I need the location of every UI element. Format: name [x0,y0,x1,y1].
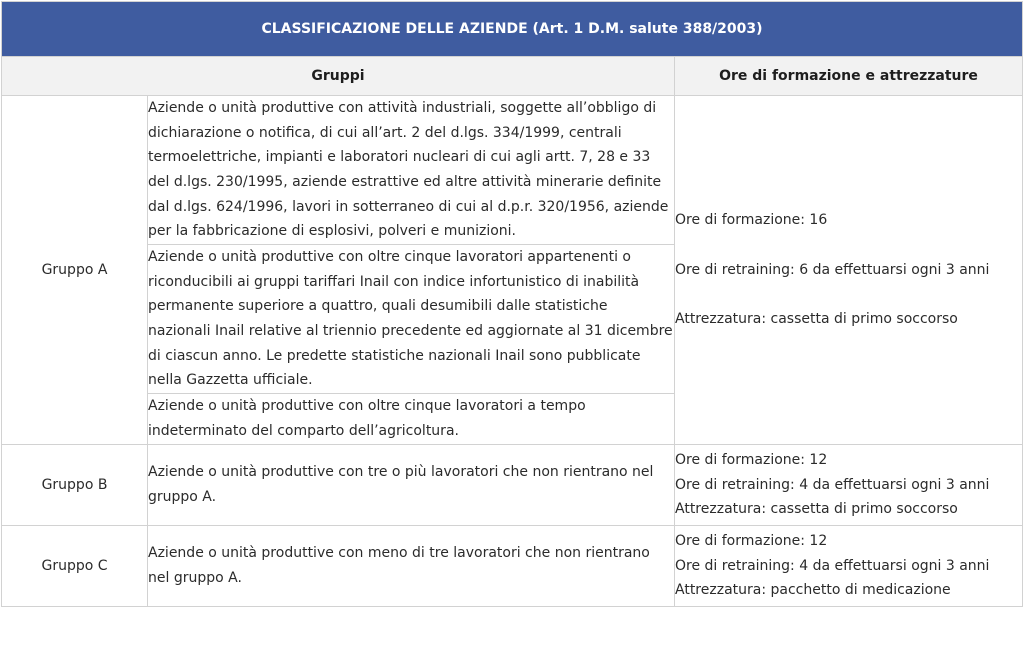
group-b-hours [675,445,1023,526]
group-a-description-3: Aziende o unità produttive con oltre cinque lavoratori a tempo indeterminato del comparto dell’agricoltura. [148,394,675,445]
group-c-training: Ore di formazione: 12 [675,533,828,550]
group-a-retraining: Ore di retraining: 6 da effettuarsi ogni 3 anni [675,261,990,278]
table-title: CLASSIFICAZIONE DELLE AZIENDE (Art. 1 D.M. salute 388/2003) [2,2,1023,57]
title-row [2,2,1023,57]
classification-table [1,1,1023,607]
group-c-retraining: Ore di retraining: 4 da effettuarsi ogni 3 anni [675,557,990,574]
header-groups: Gruppi [2,57,675,96]
group-a-label: Gruppo A [2,96,148,445]
group-c-description: Aziende o unità produttive con meno di tre lavoratori che non rientrano nel gruppo A. [148,526,675,607]
group-a-training: Ore di formazione: 16 [675,212,828,229]
group-c-hours [675,526,1023,607]
group-a-hours [675,96,1023,445]
spacer [675,282,1022,307]
group-a-description-2: Aziende o unità produttive con oltre cinque lavoratori appartenenti o riconducibili ai gruppi tariffari Inail con indice infortunistico di inabilità permanente superiore a quattro, quali desumibili dalle statistiche nazionali Inail relative al triennio precedente ed aggiornate al 31 dicembre di ciascun anno. Le predette statistiche nazionali Inail sono pubblicate nella Gazzetta ufficiale. [148,245,675,394]
group-c-label: Gruppo C [2,526,148,607]
group-b-retraining: Ore di retraining: 4 da effettuarsi ogni 3 anni [675,476,990,493]
group-b-training: Ore di formazione: 12 [675,452,828,469]
group-a-equipment: Attrezzatura: cassetta di primo soccorso [675,311,958,328]
table-row [2,526,1023,607]
header-hours: Ore di formazione e attrezzature [675,57,1023,96]
group-b-description: Aziende o unità produttive con tre o più lavoratori che non rientrano nel gruppo A. [148,445,675,526]
spacer [675,233,1022,258]
header-row [2,57,1023,96]
table-row [2,96,1023,245]
table-row [2,445,1023,526]
group-c-equipment: Attrezzatura: pacchetto di medicazione [675,582,951,599]
group-b-equipment: Attrezzatura: cassetta di primo soccorso [675,501,958,518]
group-a-description-1: Aziende o unità produttive con attività industriali, soggette all’obbligo di dichiarazione o notifica, di cui all’art. 2 del d.lgs. 334/1999, centrali termoelettriche, impianti e laboratori nucleari di cui agli artt. 7, 28 e 33 del d.lgs. 230/1995, aziende estrattive ed altre attività minerarie definite dal d.lgs. 624/1996, lavori in sotterraneo di cui al d.p.r. 320/1956, aziende per la fabbricazione di esplosivi, polveri e munizioni. [148,96,675,245]
group-b-label: Gruppo B [2,445,148,526]
